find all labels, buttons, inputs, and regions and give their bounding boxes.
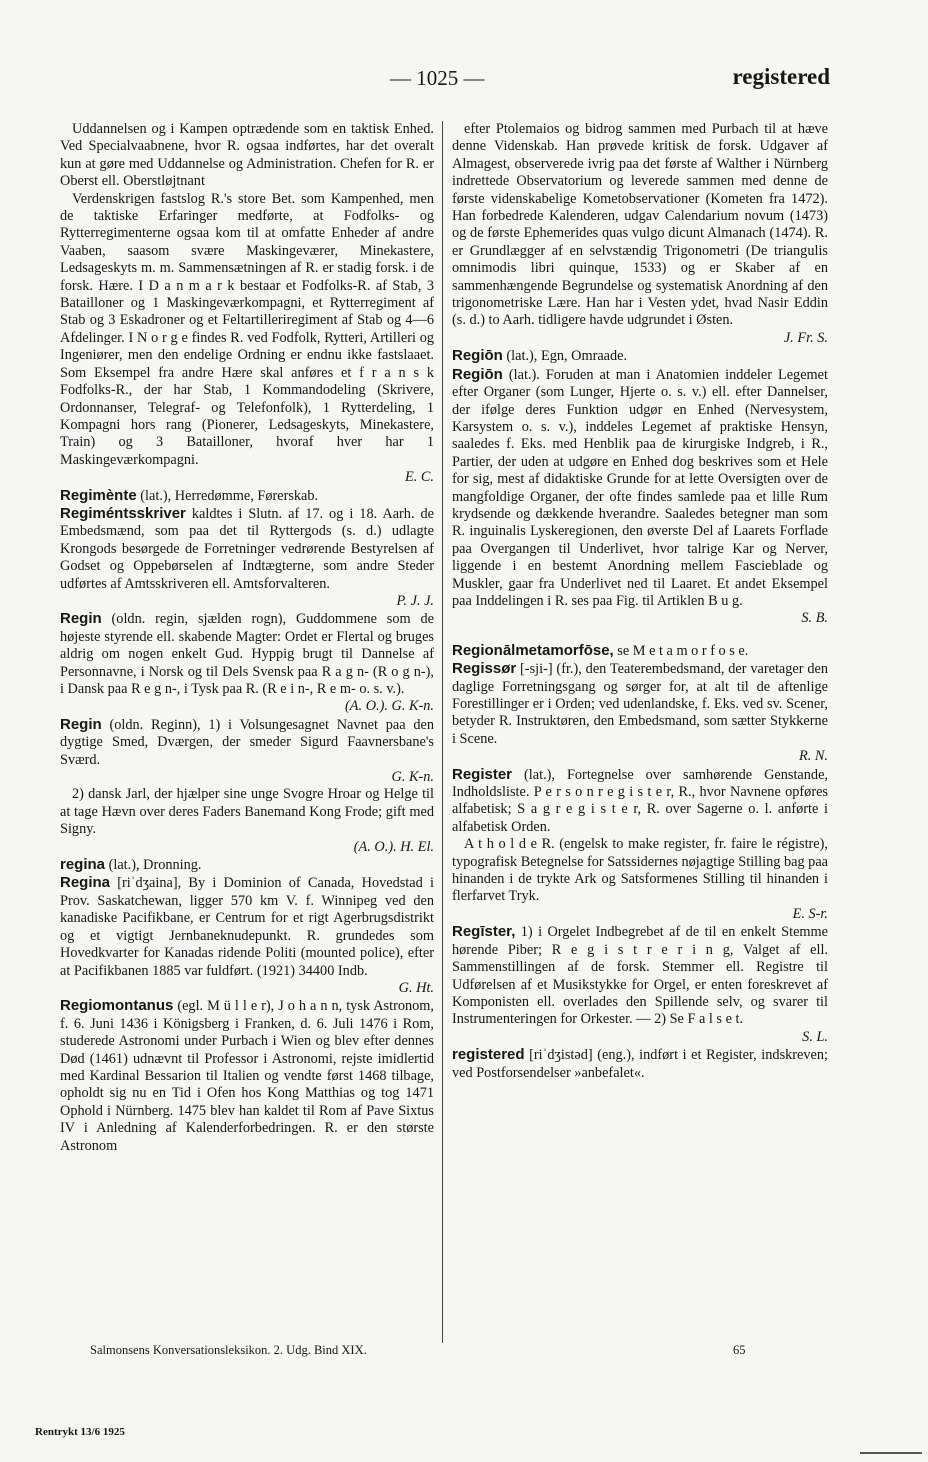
right-column [452,121,828,1082]
dictionary-entry [60,786,434,838]
dictionary-entry [60,487,434,505]
dictionary-entry [452,660,828,748]
entry-text: (lat.), Dronning. [108,857,202,874]
entry-text: se M e t a m o r f o s e. [617,642,749,659]
page-number: — 1025 — [390,66,485,90]
printer-mark [860,1452,922,1454]
entry-headword: Regissør [452,660,517,678]
dictionary-entry [60,121,434,191]
entry-headword: Register [452,765,513,783]
entry-text: kaldtes i Slutn. af 17. og i 18. Aarh. de Embedsmænd, som paa det til Ryttergods (s. d.) udlagte Krongods besørgede de Forretninger vedrørende Bestyrelsen af Godset og Oppebørselen af Indtægterne, som andre Steder udførtes af Amtsskriveren ell. Amtsforvalteren. [60,505,434,592]
entry-headword: Regiomontanus [60,997,174,1015]
entry-text: (lat.), Herredømme, Førerskab. [140,487,319,504]
entry-text: 1) i Orgelet Indbegrebet af de til en enkelt Stemme hørende Piber; R e g i s t r e r i n g, Valget af ell. Sammenstillingen af de forsk. Stemmer ell. Registre til Udførelsen af et Musikstykke for Orgel, er enten foreskrevet af Komponisten ell. overlades den Spillende selv, og svarer til Instrumenteringen for Orkester. — 2) Se F a l s e t. [452,924,828,1028]
entry-signature: E. C. [405,469,434,486]
dictionary-entry [452,766,828,837]
entry-signature: R. N. [799,748,828,765]
entry-text: 2) dansk Jarl, der hjælper sine unge Svogre Hroar og Helge til at tage Hævn over deres Faders Banemand Kong Frode; gift med Signy. [60,786,434,838]
dictionary-entry [60,610,434,698]
entry-signature: S. L. [802,1028,828,1045]
page-header [60,64,860,100]
entry-signature: (A. O.). G. K-n. [345,698,434,715]
dictionary-entry [60,874,434,979]
entry-signature: J. Fr. S. [783,329,828,346]
entry-text: (lat.), Fortegnelse over samhørende Genstande, Indholdsliste. P e r s o n r e g i s t e r, R., hvor Navnene opføres alfabetisk; S a g r e g i s t e r, R. over Sagerne o. l. anførte i alfabetisk Orden. [452,766,828,835]
entry-signature: P. J. J. [396,592,434,609]
entry-headword: Regīster, [452,923,516,941]
entry-text: (oldn. Reginn), 1) i Volsungesagnet Navnet paa den dygtige Smed, Dværgen, der smeder Sigurd Faavnersbane's Sværd. [60,716,435,768]
running-head: registered [732,64,830,89]
entry-headword: Regiōn [452,365,503,383]
entry-text: [riˈdʒistəd] (eng.), indført i et Register, indskreven; ved Postforsendelser »anbefalet«. [452,1047,829,1081]
entry-gap [452,628,828,642]
footer-source: Salmonsens Konversationsleksikon. 2. Udg. Bind XIX. [90,1343,367,1357]
entry-text: Uddannelsen og i Kampen optrædende som en taktisk Enhed. Ved Specialvaabnene, hvor R. ogsaa indførtes, har det overalt kun at gøre med Uddannelse og Administration. Chefen for R. er Oberst ell. Oberstløjtnant [60,121,434,190]
entry-text: [riˈdʒaina], By i Dominion of Canada, Hovedstad i Prov. Saskatchewan, ligger 570 km V. f. Winnipeg ved den kanadiske Pacifikbane, er Centrum for et rigt Agerbrugsdistrikt og et vigtigt Jernbaneknudepunkt. R. grundedes som Hovedkvarter for Kanadas ridende Politi (mounted police), efter at Pacifikbanen 1885 var fuldført. (1921) 34400 Indb. [60,875,434,979]
entry-headword: Regionālmetamorfōse, [452,641,614,659]
entry-headword: regina [60,856,106,874]
entry-headword: Regiōn [452,347,503,365]
entry-headword: registered [452,1046,525,1064]
entry-text: A t h o l d e R. (engelsk to make register, fr. faire le régistre), typografisk Betegnelse for Satssidernes nøjagtige Stilling bag paa hinanden i de trykte Ark og Satsformenes Stilling til hinanden i flerfarvet Tryk. [452,836,829,905]
dictionary-entry [452,1046,828,1082]
dictionary-entry [452,642,828,660]
dictionary-entry [60,997,434,1155]
entry-text: (egl. M ü l l e r), J o h a n n, tysk Astronom, f. 6. Juni 1436 i Königsberg i Franken, d. 6. Juli 1476 i Rom, studerede Astronomi under Purbach i Wien og blev efter dennes Død (1461) udnævnt til Professor i Astronomi, rejste imidlertid med Kardinal Bessarion til Italien og vendte først 1468 tilbage, opholdt sig nu en Tid i Ofen hos Kong Matthias og tog 1471 Ophold i Nürnberg. 1475 blev han kaldet til Rom af Pave Sixtus IV i Anledning af Kalenderforbedringen. R. er den største Astronom [60,998,434,1154]
entry-text: (lat.), Egn, Omraade. [506,348,628,365]
reprint-note: Rentrykt 13/6 1925 [35,1426,125,1438]
entry-headword: Regin [60,715,102,733]
entry-signature: G. Ht. [398,979,434,996]
entry-signature: S. B. [801,610,828,627]
dictionary-entry [452,836,828,906]
entry-text: (lat.). Foruden at man i Anatomien inddeler Legemet efter Organer (som Lunger, Hjerte o. s. v.) ell. efter Dannelser, der ifølge deres Funktion udgør en Enhed (Nervesystem, Karsystem o. s. v.), inddeles Legemet af praktiske Hensyn, saaledes f. Eks. med Henblik paa de kirurgiske Indgreb, i R., Partier, der uden at udgøre en Enhed dog beskrives som et Hele for sig, mest af didaktiske Grunde for at lette Oversigten over de mangfoldige Organer, der ofte findes samlede paa et lille Rum krydsende og dækkende hverandre. Saaledes betegner man som R. inguinalis Lyskeregionen, den øverste Del af Laarets Forflade paa Overgangen til Underlivet, hvor talrige Kar og Nerver, liggende i en bestemt Anordning mellem Fascieblade og Muskler, gaar fra Underlivet ned til Laaret. Et andet Eksempel paa Inddelingen i R. ses paa Fig. til Artiklen B u g. [452,366,828,609]
left-column [60,121,434,1155]
entry-headword: Regina [60,874,111,892]
entry-text: efter Ptolemaios og bidrog sammen med Purbach til at hæve denne Videnskab. Han prøvede kritisk de forsk. Udgaver af Almagest, observerede ivrig paa det første af Walther i Nürnberg indrettede Observatorium og leverede sammen med denne de første videnskabelige Kometobservationer (Kometen fra 1472). Han forbedrede Kalenderen, udgav Calendarium novum (1473) og de første Ephemerides quas vulgo dicunt Almanach (1474). R. er Grundlægger af en selvstændig Trigonometri (De triangulis omnimodis libri quinque, 1533) og er Skaber af en sammenhængende Begrundelse og systematisk Anordning af den trigonometriske Lære. Han har i Vesten ydet, hvad Nasir Eddin (s. d.) to Aarh. tidligere havde udgrundet i Østen. [452,121,828,329]
entry-headword: Regimènte [60,486,137,504]
entry-text: Verdenskrigen fastslog R.'s store Bet. som Kampenhed, men de taktiske Erfaringer medførte, at Fodfolks- og Rytterregimenterne ogsaa kom til at omfatte Enheder af andre Vaaben, saasom svære Maskingeværer, Minekastere, Ledsageskyts m. m. Sammensætningen af R. er stadig forsk. i de forsk. Hære. I D a n m a r k bestaar et Fodfolks-R. af Stab, 3 Batailloner og 1 Maskingeværkompagni, et Rytterregiment af Stab og 3 Eskadroner og et Feltartilleriregiment af Stab og 4—6 Afdelinger. I N o r g e findes R. ved Fodfolk, Rytteri, Artilleri og Ingeniører, men den endelige Ordning er endnu ikke fastslaaet. Som Eksempel fra andre Hære skal anføres et f r a n s k Fodfolks-R., der har Stab, 1 Kommandodeling (Skrivere, Ordonnanser, Telegraf- og Telefonfolk), 1 Rytterdeling, 1 Kompagni hors rang (Pionerer, Ledsageskyts, Minekastere, Train) og 3 Batailloner, hvoraf hver har 1 Maskingeværkompagni. [60,190,434,468]
entry-signature: (A. O.). H. El. [353,838,434,855]
entry-headword: Regin [60,610,102,628]
entry-text: [-sji-] (fr.), den Teaterembedsmand, der varetager den daglige Forretningsgang og sørger for, at alt til de aftenlige Forestillinger er i Orden; ved udenlandske, f. Eks. ved sv. Scener, betyder R. Instruktøren, den Embedsmand, som sætter Stykkerne i Scene. [452,661,828,747]
dictionary-entry [60,191,434,470]
dictionary-entry [452,121,828,330]
dictionary-entry [60,716,434,769]
entry-signature: E. S-r. [792,905,828,922]
dictionary-entry [452,923,828,1028]
entry-signature: G. K-n. [391,769,434,786]
dictionary-entry [452,347,828,365]
entry-headword: Regiméntsskriver [60,504,186,522]
dictionary-entry [452,366,828,611]
column-rule [442,121,443,1343]
dictionary-entry [60,856,434,874]
sheet-number: 65 [733,1343,746,1357]
entry-text: (oldn. regin, sjælden rogn), Guddommene som de højeste styrende ell. skabende Magter: Ordet er Flertal og bruges aldrig om nogen enkelt Gud. Hyppig brugt til Dannelse af Personnavne, i Norsk og til Dels Svensk paa R a g n- (R o g n-), i Dansk paa R e g n-, i Tysk paa R. (R e i n-, R e m- o. s. v.). [60,611,435,697]
dictionary-entry [60,505,434,593]
